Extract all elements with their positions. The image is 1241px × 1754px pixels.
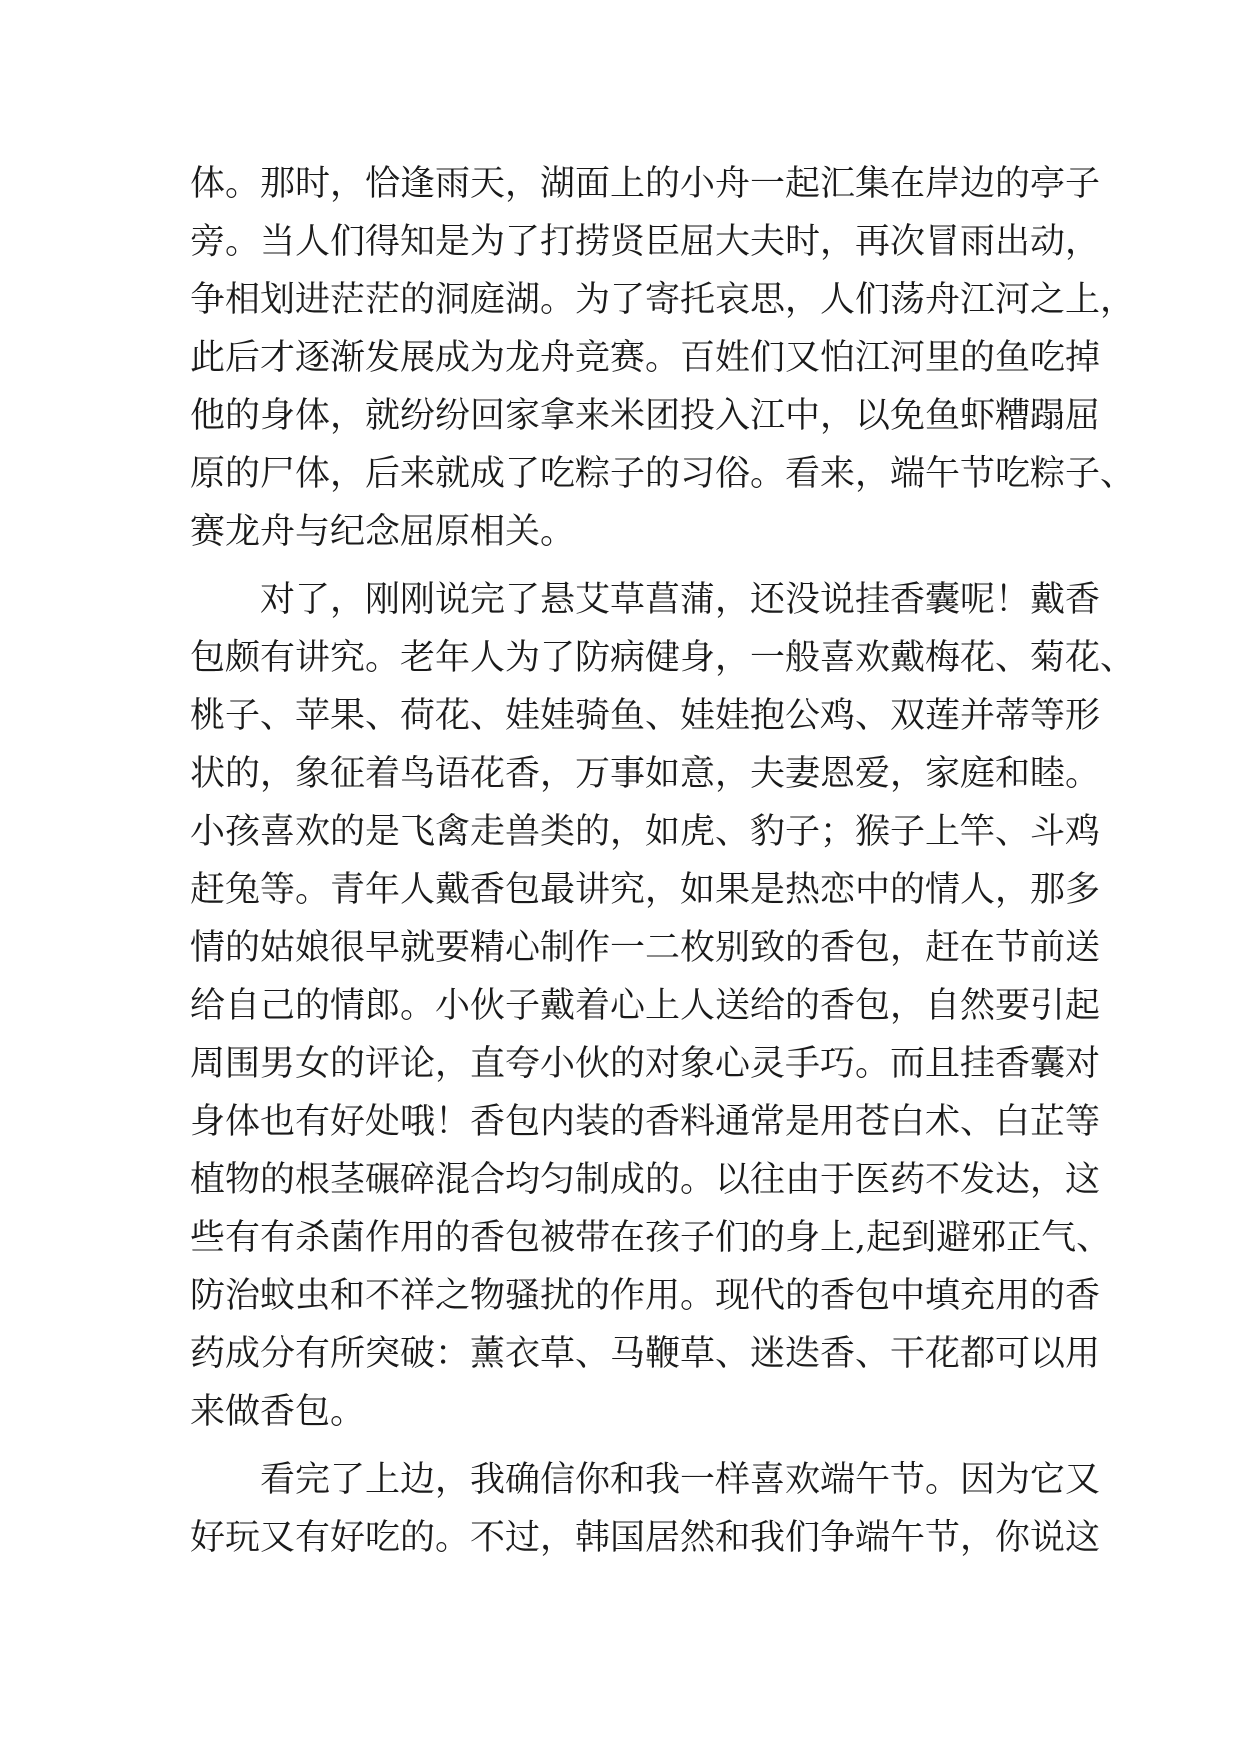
text-line: 药成分有所突破：薰衣草、马鞭草、迷迭香、干花都可以用 xyxy=(190,1334,1101,1374)
text-line: 防治蚊虫和不祥之物骚扰的作用。现代的香包中填充用的香 xyxy=(190,1276,1101,1316)
text-line: 桃子、苹果、荷花、娃娃骑鱼、娃娃抱公鸡、双莲并蒂等形 xyxy=(190,696,1101,736)
text-line: 旁。当人们得知是为了打捞贤臣屈大夫时，再次冒雨出动， xyxy=(190,222,1101,262)
text-line: 来做香包。 xyxy=(190,1392,366,1432)
paragraph-spacer xyxy=(190,561,1090,571)
text-line: 状的，象征着鸟语花香，万事如意，夫妻恩爱，家庭和睦。 xyxy=(190,754,1101,794)
body-text xyxy=(190,155,1136,1567)
paragraph-1 xyxy=(190,155,1136,561)
paragraph-2 xyxy=(190,571,1136,1441)
text-line: 周围男女的评论，直夸小伙的对象心灵手巧。而且挂香囊对 xyxy=(190,1044,1101,1084)
text-line: 情的姑娘很早就要精心制作一二枚别致的香包，赶在节前送 xyxy=(190,928,1101,968)
text-line: 此后才逐渐发展成为龙舟竞赛。百姓们又怕江河里的鱼吃掉 xyxy=(190,338,1101,378)
text-line: 他的身体，就纷纷回家拿来米团投入江中，以免鱼虾糟蹋屈 xyxy=(190,396,1101,436)
paragraph-spacer xyxy=(190,1441,1090,1451)
text-line: 给自己的情郎。小伙子戴着心上人送给的香包，自然要引起 xyxy=(190,986,1101,1026)
paragraph-3 xyxy=(190,1451,1101,1567)
text-line: 些有有杀菌作用的香包被带在孩子们的身上,起到避邪正气、 xyxy=(190,1218,1112,1258)
text-line: 原的尸体，后来就成了吃粽子的习俗。看来，端午节吃粽子、 xyxy=(190,454,1136,494)
text-line-first: 对了，刚刚说完了悬艾草菖蒲，还没说挂香囊呢！戴香 xyxy=(260,580,1101,620)
text-line-first: 看完了上边，我确信你和我一样喜欢端午节。因为它又 xyxy=(260,1460,1101,1500)
text-line: 身体也有好处哦！香包内装的香料通常是用苍白术、白芷等 xyxy=(190,1102,1101,1142)
text-line: 争相划进茫茫的洞庭湖。为了寄托哀思，人们荡舟江河之上， xyxy=(190,280,1136,320)
text-line: 包颇有讲究。老年人为了防病健身，一般喜欢戴梅花、菊花、 xyxy=(190,638,1136,678)
text-line: 赶兔等。青年人戴香包最讲究，如果是热恋中的情人，那多 xyxy=(190,870,1101,910)
text-line: 好玩又有好吃的。不过，韩国居然和我们争端午节，你说这 xyxy=(190,1518,1101,1558)
text-line: 体。那时，恰逢雨天，湖面上的小舟一起汇集在岸边的亭子 xyxy=(190,164,1101,204)
text-line: 赛龙舟与纪念屈原相关。 xyxy=(190,512,576,552)
text-line: 植物的根茎碾碎混合均匀制成的。以往由于医药不发达，这 xyxy=(190,1160,1101,1200)
text-line: 小孩喜欢的是飞禽走兽类的，如虎、豹子；猴子上竿、斗鸡 xyxy=(190,812,1101,852)
